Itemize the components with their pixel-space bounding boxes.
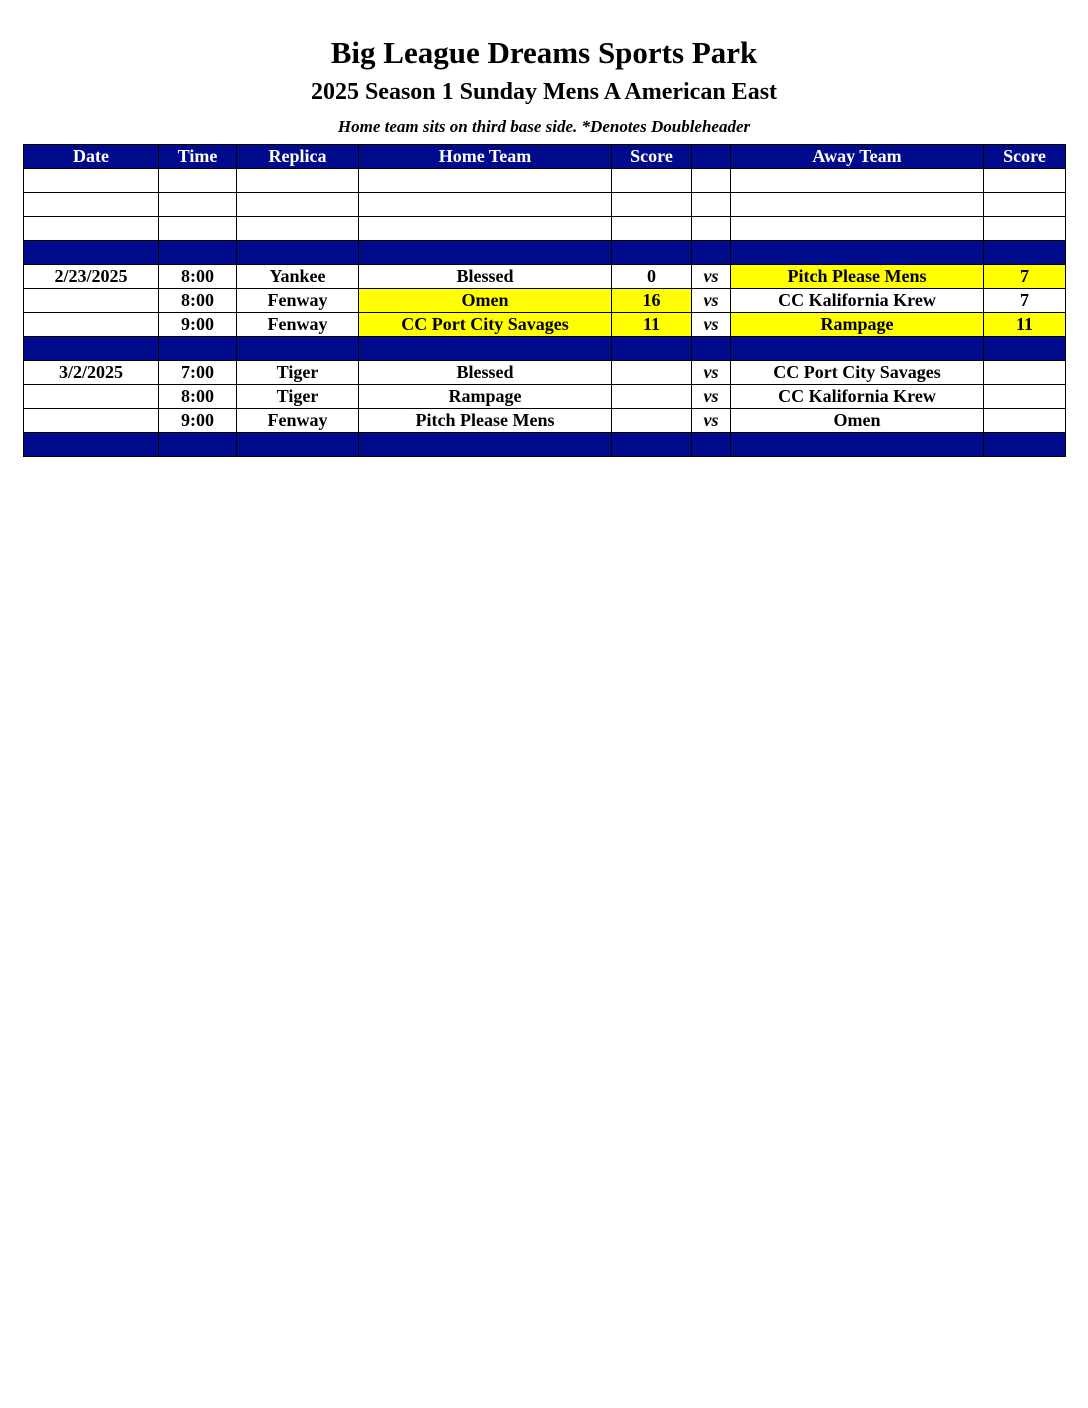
empty-row <box>24 169 1066 193</box>
separator-cell <box>731 337 984 361</box>
separator-row <box>24 337 1066 361</box>
separator-cell <box>159 433 237 457</box>
separator-cell <box>984 433 1066 457</box>
away-score-cell: 7 <box>984 265 1066 289</box>
home-team-cell: Pitch Please Mens <box>359 409 612 433</box>
schedule-body <box>24 169 1066 457</box>
separator-cell <box>237 337 359 361</box>
home-score-column-header: Score <box>612 145 692 169</box>
separator-cell <box>159 241 237 265</box>
away-score-cell <box>984 385 1066 409</box>
empty-cell <box>24 169 159 193</box>
replica-cell: Fenway <box>237 289 359 313</box>
home-score-cell: 16 <box>612 289 692 313</box>
time-cell: 8:00 <box>159 289 237 313</box>
away-team-cell: Pitch Please Mens <box>731 265 984 289</box>
separator-cell <box>359 337 612 361</box>
date-cell <box>24 385 159 409</box>
empty-cell <box>612 169 692 193</box>
empty-cell <box>692 217 731 241</box>
time-cell: 9:00 <box>159 313 237 337</box>
separator-cell <box>612 337 692 361</box>
empty-cell <box>984 217 1066 241</box>
game-row <box>24 361 1066 385</box>
away-team-cell: CC Kalifornia Krew <box>731 385 984 409</box>
date-cell <box>24 409 159 433</box>
header-row <box>24 145 1066 169</box>
home-team-cell: CC Port City Savages <box>359 313 612 337</box>
date-cell <box>24 313 159 337</box>
home-score-cell <box>612 385 692 409</box>
time-cell: 8:00 <box>159 265 237 289</box>
time-cell: 7:00 <box>159 361 237 385</box>
away-team-cell: Omen <box>731 409 984 433</box>
empty-cell <box>692 169 731 193</box>
separator-cell <box>24 337 159 361</box>
away-score-cell <box>984 361 1066 385</box>
away-score-cell: 7 <box>984 289 1066 313</box>
separator-cell <box>731 241 984 265</box>
date-column-header: Date <box>24 145 159 169</box>
schedule-note: Home team sits on third base side. *Denotes Doubleheader <box>337 117 751 136</box>
empty-cell <box>612 217 692 241</box>
empty-cell <box>24 193 159 217</box>
vs-cell: vs <box>692 385 731 409</box>
away-team-column-header: Away Team <box>731 145 984 169</box>
separator-cell <box>612 241 692 265</box>
empty-cell <box>359 217 612 241</box>
vs-cell: vs <box>692 265 731 289</box>
empty-cell <box>984 193 1066 217</box>
schedule-table <box>23 144 1066 457</box>
home-score-cell: 11 <box>612 313 692 337</box>
replica-cell: Yankee <box>237 265 359 289</box>
home-team-cell: Omen <box>359 289 612 313</box>
empty-cell <box>237 169 359 193</box>
replica-cell: Tiger <box>237 385 359 409</box>
vs-cell: vs <box>692 361 731 385</box>
game-row <box>24 313 1066 337</box>
empty-row <box>24 217 1066 241</box>
separator-cell <box>237 433 359 457</box>
separator-cell <box>24 433 159 457</box>
replica-cell: Fenway <box>237 409 359 433</box>
home-team-cell: Blessed <box>359 265 612 289</box>
empty-cell <box>24 217 159 241</box>
empty-row <box>24 193 1066 217</box>
away-score-cell <box>984 409 1066 433</box>
empty-cell <box>731 217 984 241</box>
game-row <box>24 265 1066 289</box>
date-cell: 3/2/2025 <box>24 361 159 385</box>
empty-cell <box>731 193 984 217</box>
time-column-header: Time <box>159 145 237 169</box>
empty-cell <box>359 169 612 193</box>
vs-cell: vs <box>692 409 731 433</box>
time-cell: 8:00 <box>159 385 237 409</box>
date-cell: 2/23/2025 <box>24 265 159 289</box>
empty-cell <box>237 193 359 217</box>
away-score-cell: 11 <box>984 313 1066 337</box>
empty-cell <box>984 169 1066 193</box>
replica-cell: Fenway <box>237 313 359 337</box>
empty-cell <box>612 193 692 217</box>
home-score-cell <box>612 361 692 385</box>
vs-cell: vs <box>692 289 731 313</box>
away-score-column-header: Score <box>984 145 1066 169</box>
away-team-cell: CC Kalifornia Krew <box>731 289 984 313</box>
home-team-cell: Blessed <box>359 361 612 385</box>
date-cell <box>24 289 159 313</box>
league-subtitle: 2025 Season 1 Sunday Mens A American East <box>310 79 778 105</box>
empty-cell <box>159 169 237 193</box>
vs-column-header <box>692 145 731 169</box>
replica-cell: Tiger <box>237 361 359 385</box>
empty-cell <box>731 169 984 193</box>
empty-cell <box>159 193 237 217</box>
separator-cell <box>359 241 612 265</box>
separator-cell <box>692 337 731 361</box>
separator-cell <box>359 433 612 457</box>
home-score-cell: 0 <box>612 265 692 289</box>
empty-cell <box>692 193 731 217</box>
separator-row <box>24 241 1066 265</box>
separator-cell <box>24 241 159 265</box>
empty-cell <box>159 217 237 241</box>
vs-cell: vs <box>692 313 731 337</box>
replica-column-header: Replica <box>237 145 359 169</box>
separator-cell <box>731 433 984 457</box>
game-row <box>24 289 1066 313</box>
game-row <box>24 385 1066 409</box>
home-team-column-header: Home Team <box>359 145 612 169</box>
empty-cell <box>237 217 359 241</box>
separator-cell <box>237 241 359 265</box>
separator-cell <box>612 433 692 457</box>
separator-cell <box>692 433 731 457</box>
away-team-cell: Rampage <box>731 313 984 337</box>
away-team-cell: CC Port City Savages <box>731 361 984 385</box>
separator-cell <box>692 241 731 265</box>
empty-cell <box>359 193 612 217</box>
home-score-cell <box>612 409 692 433</box>
time-cell: 9:00 <box>159 409 237 433</box>
separator-row <box>24 433 1066 457</box>
separator-cell <box>984 337 1066 361</box>
separator-cell <box>984 241 1066 265</box>
game-row <box>24 409 1066 433</box>
separator-cell <box>159 337 237 361</box>
page-title: Big League Dreams Sports Park <box>330 35 758 70</box>
home-team-cell: Rampage <box>359 385 612 409</box>
